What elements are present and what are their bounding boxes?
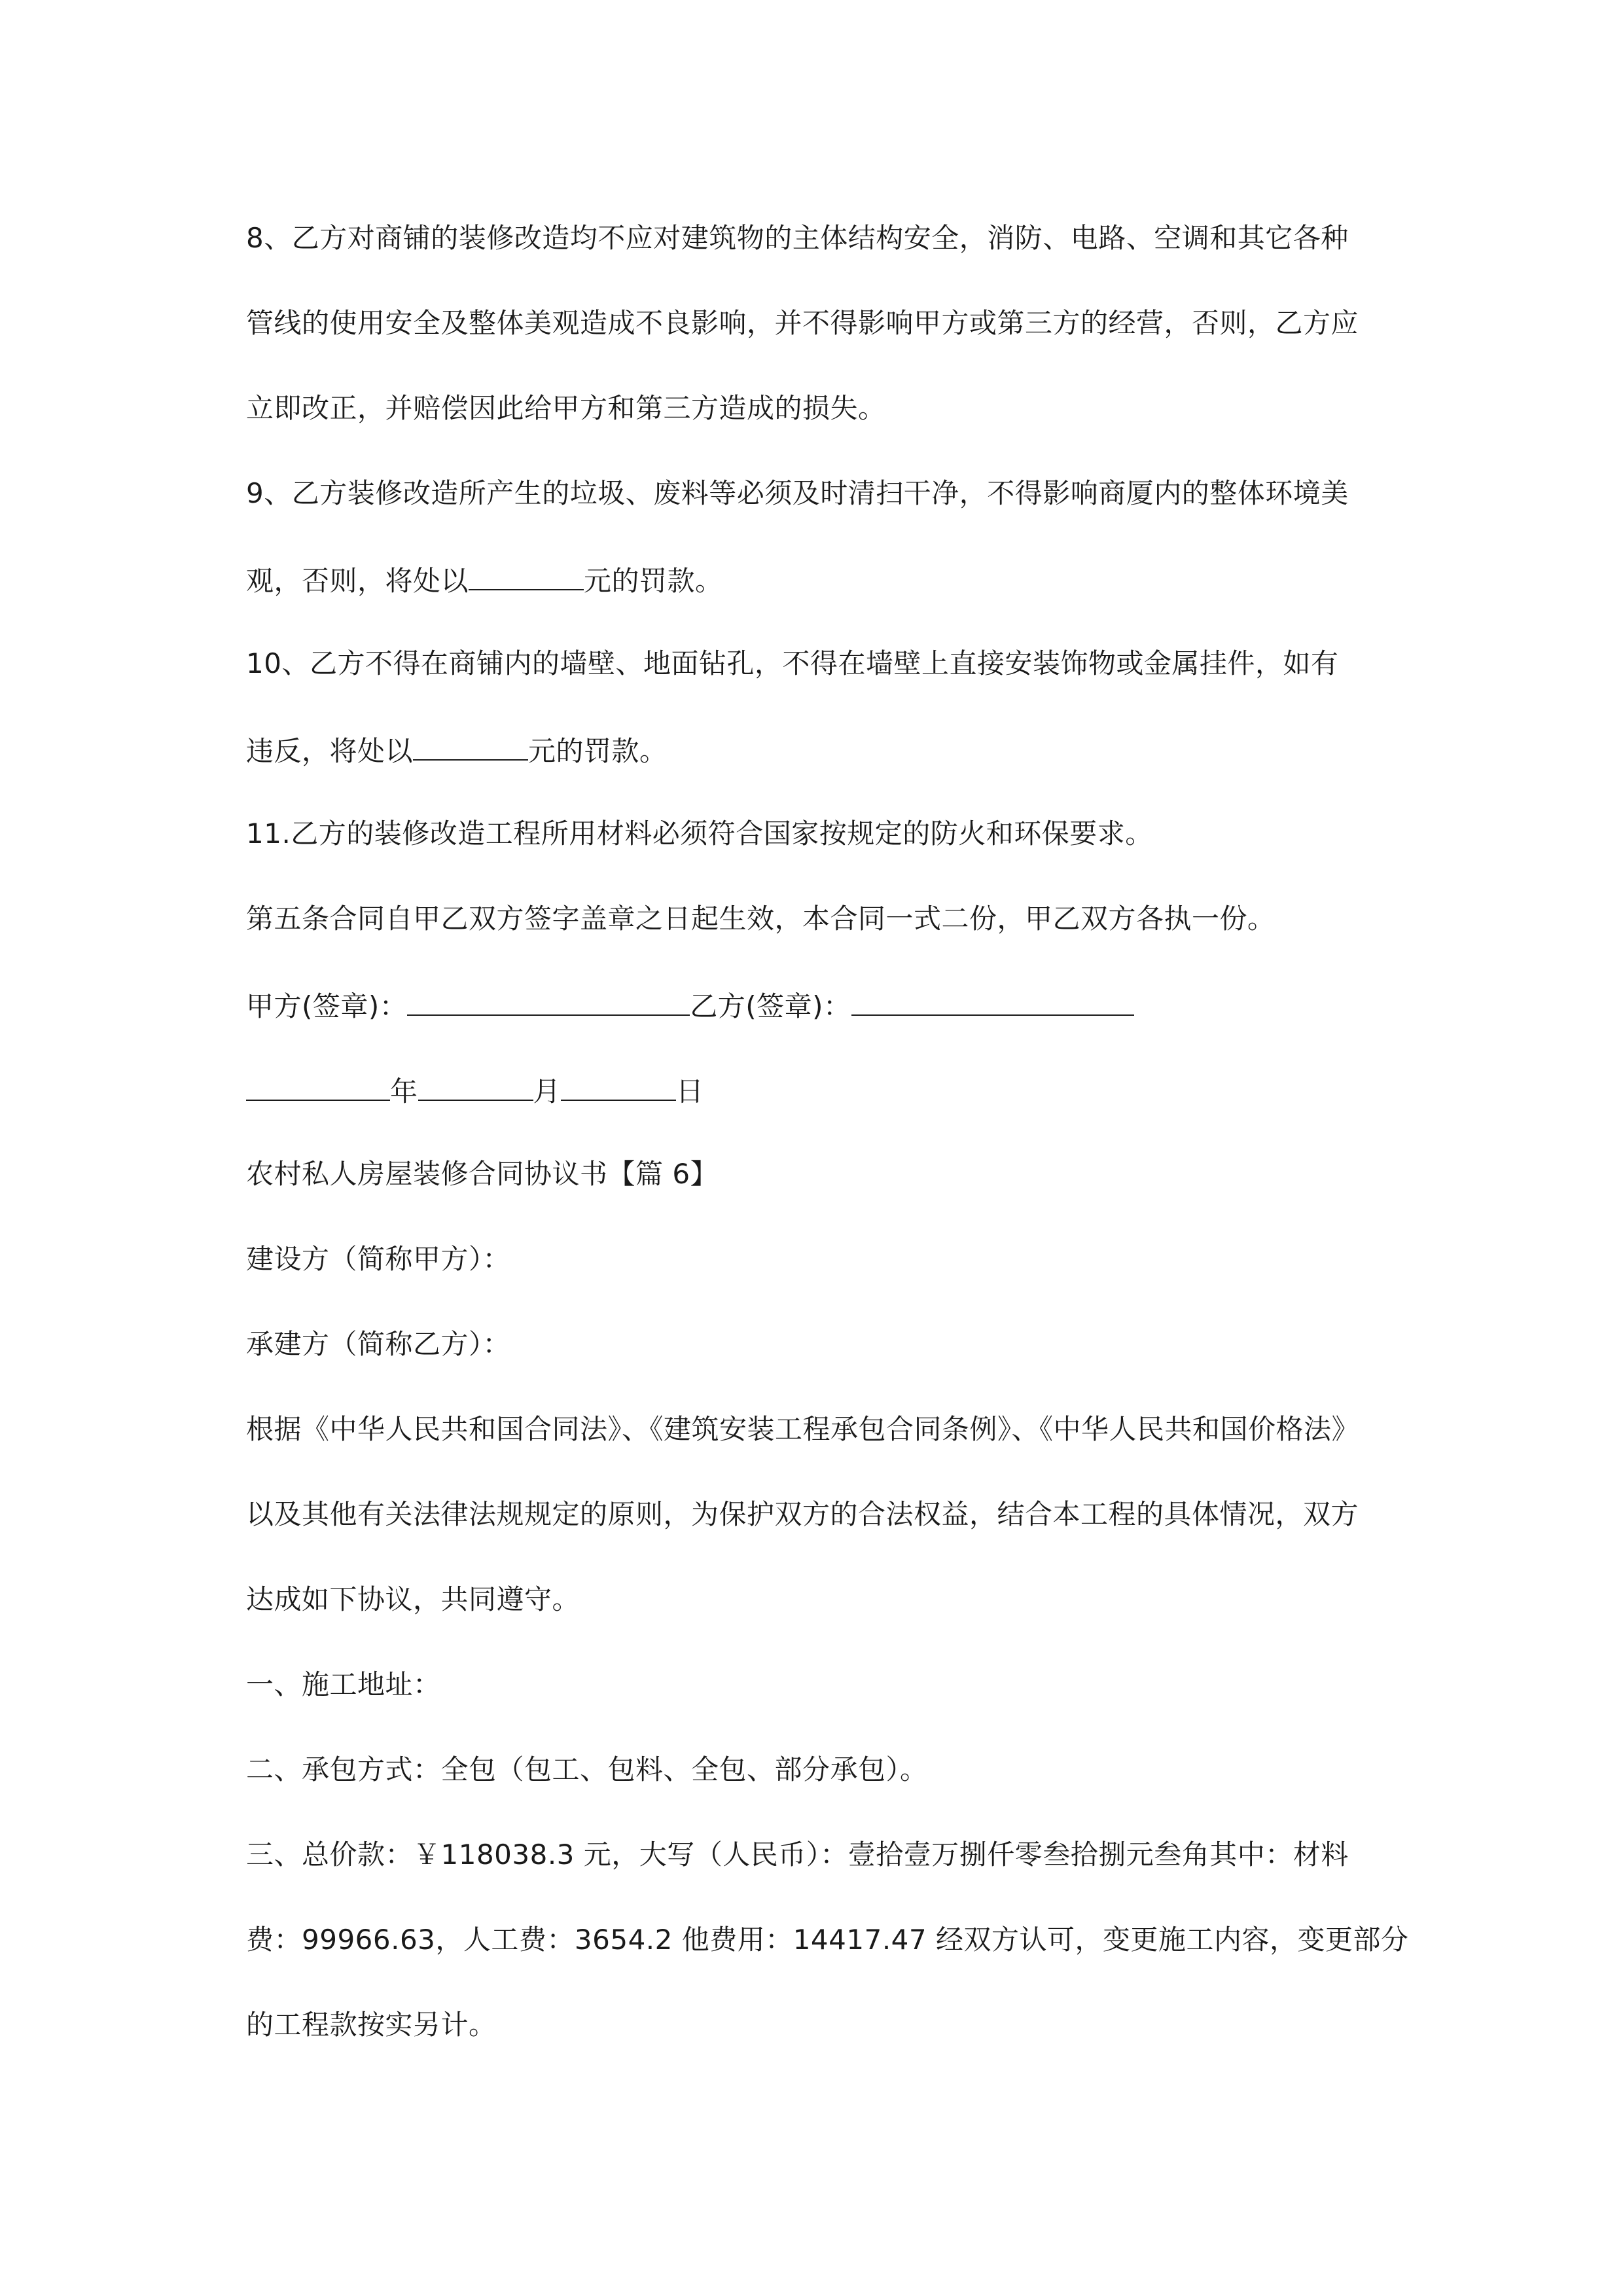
year-label: 年 bbox=[390, 1075, 418, 1107]
preamble-line-1: 根据《中华人民共和国合同法》、《建筑安装工程承包合同条例》、《中华人民共和国价格法》 bbox=[246, 1413, 1360, 1445]
clause-9-line-2 bbox=[246, 560, 1398, 600]
clause-10-line-2 bbox=[246, 730, 1398, 770]
fine-amount-blank-1 bbox=[469, 560, 584, 590]
clause-9-fine-prefix: 观，否则，将处以 bbox=[246, 565, 469, 597]
item-2-contract-type: 二、承包方式：全包（包工、包料、全包、部分承包）。 bbox=[246, 1753, 928, 1785]
clause-9-line-1: 9、乙方装修改造所产生的垃圾、废料等必须及时清扫干净，不得影响商厦内的整体环境美 bbox=[246, 477, 1349, 509]
clause-8-line-2: 管线的使用安全及整体美观造成不良影响，并不得影响甲方或第三方的经营，否则，乙方应 bbox=[246, 307, 1359, 339]
month-blank bbox=[418, 1071, 533, 1101]
party-b-signature-blank bbox=[851, 986, 1134, 1016]
party-a-signature-label: 甲方(签章)： bbox=[246, 990, 408, 1022]
date-line bbox=[246, 1071, 1398, 1110]
clause-11: 11.乙方的装修改造工程所用材料必须符合国家按规定的防火和环保要求。 bbox=[246, 817, 1153, 850]
item-3-line-2: 费：99966.63，人工费：3654.2 他费用：14417.47 经双方认可，变更施工内容，变更部分 bbox=[246, 1924, 1409, 1956]
clause-10-line-1: 10、乙方不得在商铺内的墙壁、地面钻孔，不得在墙壁上直接安装饰物或金属挂件，如有 bbox=[246, 647, 1339, 679]
item-1-address: 一、施工地址： bbox=[246, 1668, 441, 1700]
day-label: 日 bbox=[676, 1075, 704, 1107]
year-blank bbox=[246, 1071, 390, 1101]
party-a-signature-blank bbox=[407, 986, 690, 1016]
section-title: 农村私人房屋装修合同协议书【篇 6】 bbox=[246, 1158, 719, 1190]
signature-line bbox=[246, 986, 1398, 1025]
month-label: 月 bbox=[533, 1075, 562, 1107]
item-3-line-1: 三、总价款：￥118038.3 元，大写（人民币）：壹拾壹万捌仟零叁拾捌元叁角其中：材料 bbox=[246, 1839, 1349, 1871]
clause-8-line-1: 8、乙方对商铺的装修改造均不应对建筑物的主体结构安全，消防、电路、空调和其它各种 bbox=[246, 222, 1349, 254]
clause-8-line-3: 立即改正，并赔偿因此给甲方和第三方造成的损失。 bbox=[246, 392, 886, 424]
day-blank bbox=[561, 1071, 676, 1101]
contractor-party: 承建方（简称乙方）： bbox=[246, 1328, 511, 1360]
fine-amount-blank-2 bbox=[413, 730, 528, 761]
article-5: 第五条合同自甲乙双方签字盖章之日起生效，本合同一式二份，甲乙双方各执一份。 bbox=[246, 903, 1275, 935]
preamble-line-3: 达成如下协议，共同遵守。 bbox=[246, 1583, 580, 1615]
clause-10-fine-suffix: 元的罚款。 bbox=[528, 735, 668, 767]
item-3-line-3: 的工程款按实另计。 bbox=[246, 2009, 497, 2041]
party-b-signature-label: 乙方(签章)： bbox=[690, 990, 851, 1022]
preamble-line-2: 以及其他有关法律法规规定的原则，为保护双方的合法权益，结合本工程的具体情况，双方 bbox=[246, 1498, 1359, 1530]
clause-9-fine-suffix: 元的罚款。 bbox=[584, 565, 723, 597]
builder-party: 建设方（简称甲方）： bbox=[246, 1243, 511, 1275]
clause-10-fine-prefix: 违反，将处以 bbox=[246, 735, 414, 767]
